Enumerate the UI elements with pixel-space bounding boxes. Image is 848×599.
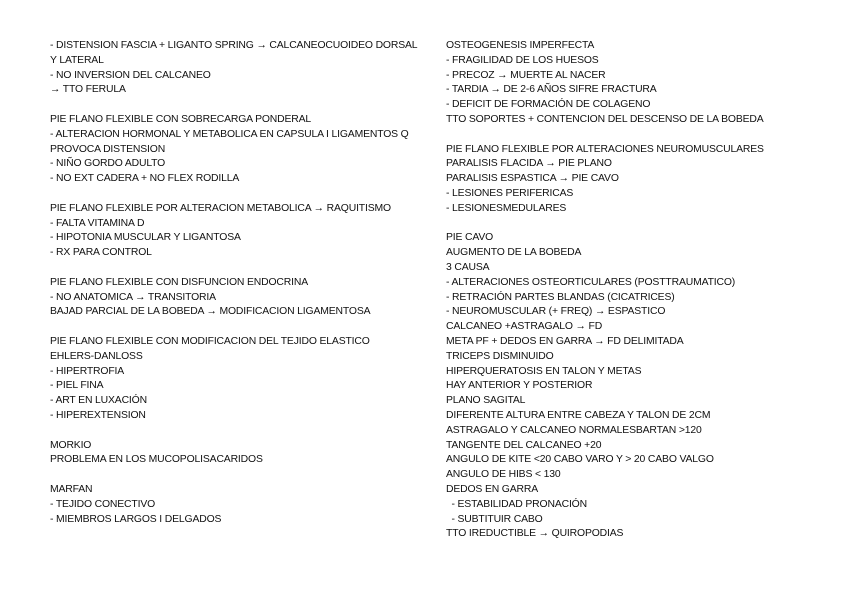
right-column-line: TTO SOPORTES + CONTENCION DEL DESCENSO DE LA BOBEDA	[446, 113, 764, 125]
left-column-line: PIE FLANO FLEXIBLE CON MODIFICACION DEL TEJIDO ELASTICO	[50, 335, 370, 347]
right-column-line: - DEFICIT DE FORMACIÓN DE COLAGENO	[446, 99, 651, 111]
right-column-line	[446, 217, 818, 232]
left-column	[50, 39, 422, 527]
right-column-line: DEDOS EN GARRA	[446, 483, 539, 495]
left-column-line: - TEJIDO CONECTIVO	[50, 498, 156, 510]
right-column-line: ANGULO DE HIBS < 130	[446, 469, 561, 481]
left-column-line: PIE FLANO FLEXIBLE CON DISFUNCION ENDOCRINA	[50, 276, 308, 288]
left-column-line	[50, 468, 422, 483]
left-column-line: Y LATERAL	[50, 54, 104, 66]
left-column-line: MORKIO	[50, 439, 92, 451]
right-column	[446, 39, 818, 542]
right-column-line: CALCANEO +ASTRAGALO → FD	[446, 321, 603, 333]
right-column-line: - LESIONES PERIFERICAS	[446, 187, 574, 199]
left-column-line: - RX PARA CONTROL	[50, 247, 152, 259]
right-column-line: - SUBTITUIR CABO	[446, 513, 543, 525]
right-column-line: PLANO SAGITAL	[446, 395, 526, 407]
right-column-line: ANGULO DE KITE <20 CABO VARO Y > 20 CABO VALGO	[446, 454, 714, 466]
left-column-line: MARFAN	[50, 483, 93, 495]
left-column-line: PROBLEMA EN LOS MUCOPOLISACARIDOS	[50, 454, 263, 466]
right-column-line: HAY ANTERIOR Y POSTERIOR	[446, 380, 593, 392]
right-column-line: TANGENTE DEL CALCANEO +20	[446, 439, 602, 451]
right-column-line: - ALTERACIONES OSTEORTICULARES (POSTTRAUMATICO)	[446, 276, 736, 288]
left-column-line: - PIEL FINA	[50, 380, 104, 392]
right-column-line: OSTEOGENESIS IMPERFECTA	[446, 40, 595, 51]
left-column-line: - NO INVERSION DEL CALCANEO	[50, 69, 211, 81]
left-column-line	[50, 98, 422, 113]
left-column-line	[50, 187, 422, 202]
left-column-line: → TTO FERULA	[50, 84, 126, 96]
right-column-line: - FRAGILIDAD DE LOS HUESOS	[446, 54, 599, 66]
right-column-line: HIPERQUERATOSIS EN TALON Y METAS	[446, 365, 642, 377]
right-column-line: AUGMENTO DE LA BOBEDA	[446, 247, 582, 259]
right-column-line: PIE FLANO FLEXIBLE POR ALTERACIONES NEUROMUSCULARES	[446, 143, 764, 155]
right-column-line	[446, 128, 818, 143]
left-column-line: - MIEMBROS LARGOS I DELGADOS	[50, 513, 222, 525]
right-column-line: PARALISIS ESPASTICA → PIE CAVO	[446, 173, 619, 185]
left-column-line: - NO ANATOMICA → TRANSITORIA	[50, 291, 216, 303]
right-column-line: META PF + DEDOS EN GARRA → FD DELIMITADA	[446, 335, 684, 347]
left-column-line: PIE FLANO FLEXIBLE POR ALTERACION METABOLICA → RAQUITISMO	[50, 202, 391, 214]
left-column-line: - ALTERACION HORMONAL Y METABOLICA EN CAPSULA I LIGAMENTOS Q	[50, 128, 409, 140]
left-column-line: - FALTA VITAMINA D	[50, 217, 145, 229]
left-column-line: - HIPOTONIA MUSCULAR Y LIGANTOSA	[50, 232, 241, 244]
left-column-line: - HIPERTROFIA	[50, 365, 125, 377]
left-column-line: - NO EXT CADERA + NO FLEX RODILLA	[50, 173, 240, 185]
left-column-line	[50, 424, 422, 439]
right-column-line: - TARDIA → DE 2-6 AÑOS SIFRE FRACTURA	[446, 84, 657, 96]
right-column-line: DIFERENTE ALTURA ENTRE CABEZA Y TALON DE 2CM	[446, 409, 711, 421]
left-column-line: EHLERS-DANLOSS	[50, 350, 143, 362]
left-column-line: - ART EN LUXACIÓN	[50, 395, 147, 407]
right-column-line: - PRECOZ → MUERTE AL NACER	[446, 69, 606, 81]
right-column-line: 3 CAUSA	[446, 261, 490, 273]
right-column-line: - ESTABILIDAD PRONACIÓN	[446, 498, 587, 510]
right-column-line: TRICEPS DISMINUIDO	[446, 350, 554, 362]
right-column-line: - RETRACIÓN PARTES BLANDAS (CICATRICES)	[446, 291, 675, 303]
right-column-line: PIE CAVO	[446, 232, 494, 244]
right-column-line: - NEUROMUSCULAR (+ FREQ) → ESPASTICO	[446, 306, 666, 318]
left-column-line: BAJAD PARCIAL DE LA BOBEDA → MODIFICACION LIGAMENTOSA	[50, 306, 371, 318]
right-column-line: TTO IREDUCTIBLE → QUIROPODIAS	[446, 528, 624, 540]
left-column-line: - DISTENSION FASCIA + LIGANTO SPRING → CALCANEOCUOIDEO DORSAL	[50, 40, 418, 51]
left-column-line: - NIÑO GORDO ADULTO	[50, 158, 166, 170]
left-column-line: - HIPEREXTENSION	[50, 409, 146, 421]
left-column-line	[50, 261, 422, 276]
right-column-line: ASTRAGALO Y CALCANEO NORMALESBARTAN >120	[446, 424, 702, 436]
left-column-line: PIE FLANO FLEXIBLE CON SOBRECARGA PONDERAL	[50, 113, 312, 125]
left-column-line: PROVOCA DISTENSION	[50, 143, 166, 155]
left-column-line	[50, 320, 422, 335]
right-column-line: - LESIONESMEDULARES	[446, 202, 567, 214]
right-column-line: PARALISIS FLACIDA → PIE PLANO	[446, 158, 612, 170]
